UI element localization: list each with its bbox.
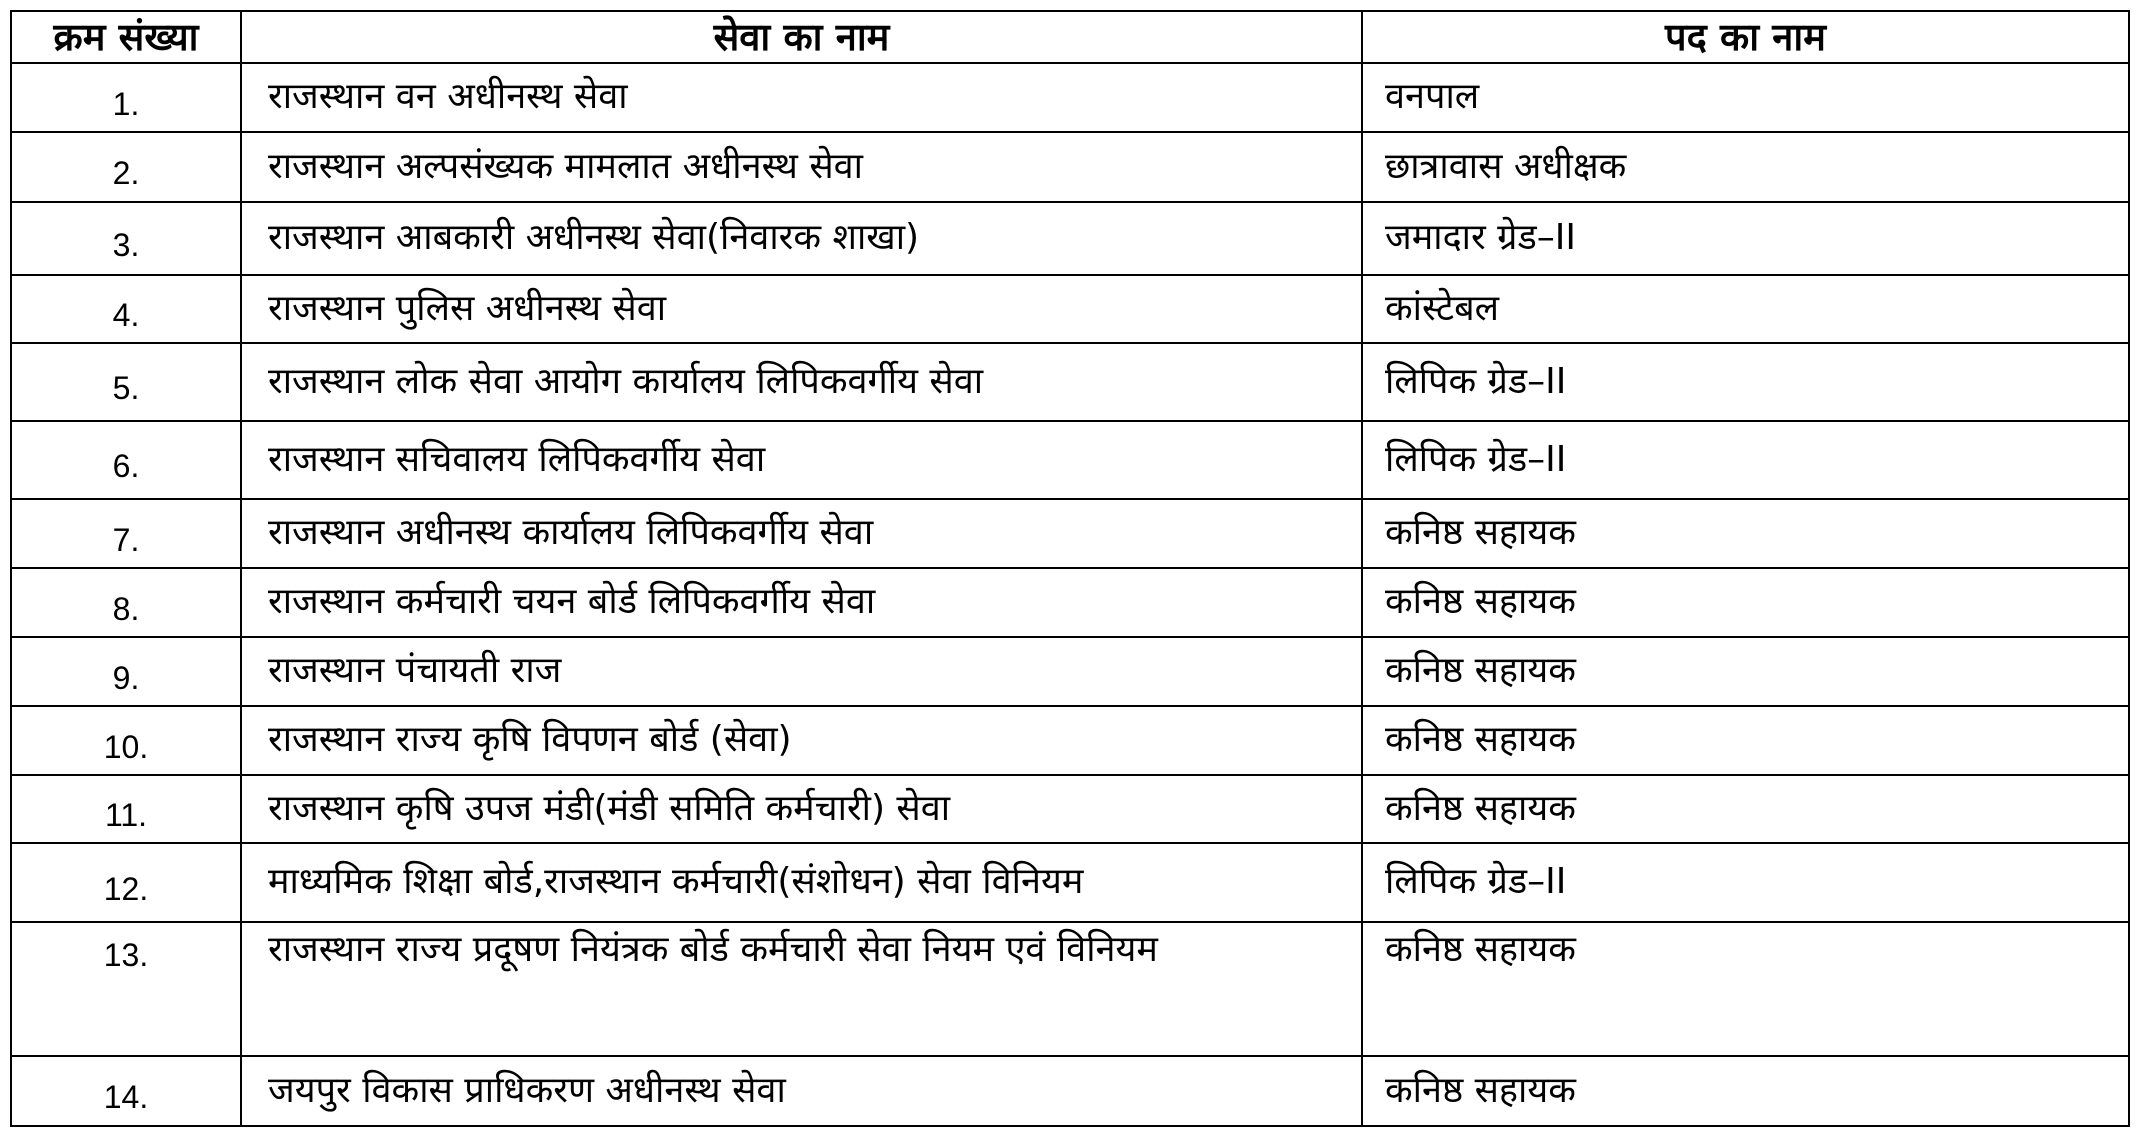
service-name-cell: राजस्थान कर्मचारी चयन बोर्ड लिपिकवर्गीय सेवा [241,568,1362,637]
post-name-cell: कनिष्ठ सहायक [1362,499,2129,568]
post-name-cell: लिपिक ग्रेड–II [1362,421,2129,499]
service-name-cell: जयपुर विकास प्राधिकरण अधीनस्थ सेवा [241,1056,1362,1126]
post-name-cell: कांस्टेबल [1362,275,2129,343]
serial-number-cell: 11. [11,775,241,843]
service-name-cell: माध्यमिक शिक्षा बोर्ड,राजस्थान कर्मचारी(संशोधन) सेवा विनियम [241,843,1362,922]
table-row [11,275,2129,343]
serial-number-cell: 13. [11,922,241,1056]
table-row [11,843,2129,922]
serial-number-cell: 9. [11,637,241,706]
service-name-cell: राजस्थान पंचायती राज [241,637,1362,706]
serial-number-cell: 7. [11,499,241,568]
post-name-cell: कनिष्ठ सहायक [1362,922,2129,1056]
table-row [11,637,2129,706]
serial-number-cell: 6. [11,421,241,499]
serial-number-cell: 5. [11,343,241,421]
serial-number-cell: 10. [11,706,241,775]
service-name-cell: राजस्थान राज्य कृषि विपणन बोर्ड (सेवा) [241,706,1362,775]
post-name-cell: कनिष्ठ सहायक [1362,637,2129,706]
serial-number-cell: 14. [11,1056,241,1126]
post-name-cell: जमादार ग्रेड–II [1362,202,2129,275]
service-name-cell: राजस्थान अल्पसंख्यक मामलात अधीनस्थ सेवा [241,132,1362,202]
post-name-cell: कनिष्ठ सहायक [1362,706,2129,775]
serial-number-cell: 4. [11,275,241,343]
header-service-name: सेवा का नाम [241,11,1362,63]
table-header-row [11,11,2129,63]
table-row [11,63,2129,132]
serial-number-cell: 3. [11,202,241,275]
post-name-cell: लिपिक ग्रेड–II [1362,843,2129,922]
service-name-cell: राजस्थान पुलिस अधीनस्थ सेवा [241,275,1362,343]
serial-number-cell: 1. [11,63,241,132]
post-name-cell: छात्रावास अधीक्षक [1362,132,2129,202]
table-row [11,706,2129,775]
services-table [10,10,2130,1127]
table-row [11,568,2129,637]
post-name-cell: वनपाल [1362,63,2129,132]
post-name-cell: कनिष्ठ सहायक [1362,1056,2129,1126]
service-name-cell: राजस्थान अधीनस्थ कार्यालय लिपिकवर्गीय सेवा [241,499,1362,568]
table-row [11,343,2129,421]
table-row [11,1056,2129,1126]
service-name-cell: राजस्थान आबकारी अधीनस्थ सेवा(निवारक शाखा) [241,202,1362,275]
table-row [11,202,2129,275]
serial-number-cell: 2. [11,132,241,202]
service-name-cell: राजस्थान लोक सेवा आयोग कार्यालय लिपिकवर्गीय सेवा [241,343,1362,421]
service-name-cell: राजस्थान राज्य प्रदूषण नियंत्रक बोर्ड कर्मचारी सेवा नियम एवं विनियम [241,922,1362,1056]
post-name-cell: कनिष्ठ सहायक [1362,568,2129,637]
post-name-cell: लिपिक ग्रेड–II [1362,343,2129,421]
header-serial-number: क्रम संख्या [11,11,241,63]
serial-number-cell: 12. [11,843,241,922]
service-name-cell: राजस्थान सचिवालय लिपिकवर्गीय सेवा [241,421,1362,499]
service-name-cell: राजस्थान कृषि उपज मंडी(मंडी समिति कर्मचारी) सेवा [241,775,1362,843]
table-row [11,922,2129,1056]
table-row [11,499,2129,568]
table-row [11,775,2129,843]
table-row [11,421,2129,499]
header-post-name: पद का नाम [1362,11,2129,63]
serial-number-cell: 8. [11,568,241,637]
service-name-cell: राजस्थान वन अधीनस्थ सेवा [241,63,1362,132]
table-row [11,132,2129,202]
post-name-cell: कनिष्ठ सहायक [1362,775,2129,843]
